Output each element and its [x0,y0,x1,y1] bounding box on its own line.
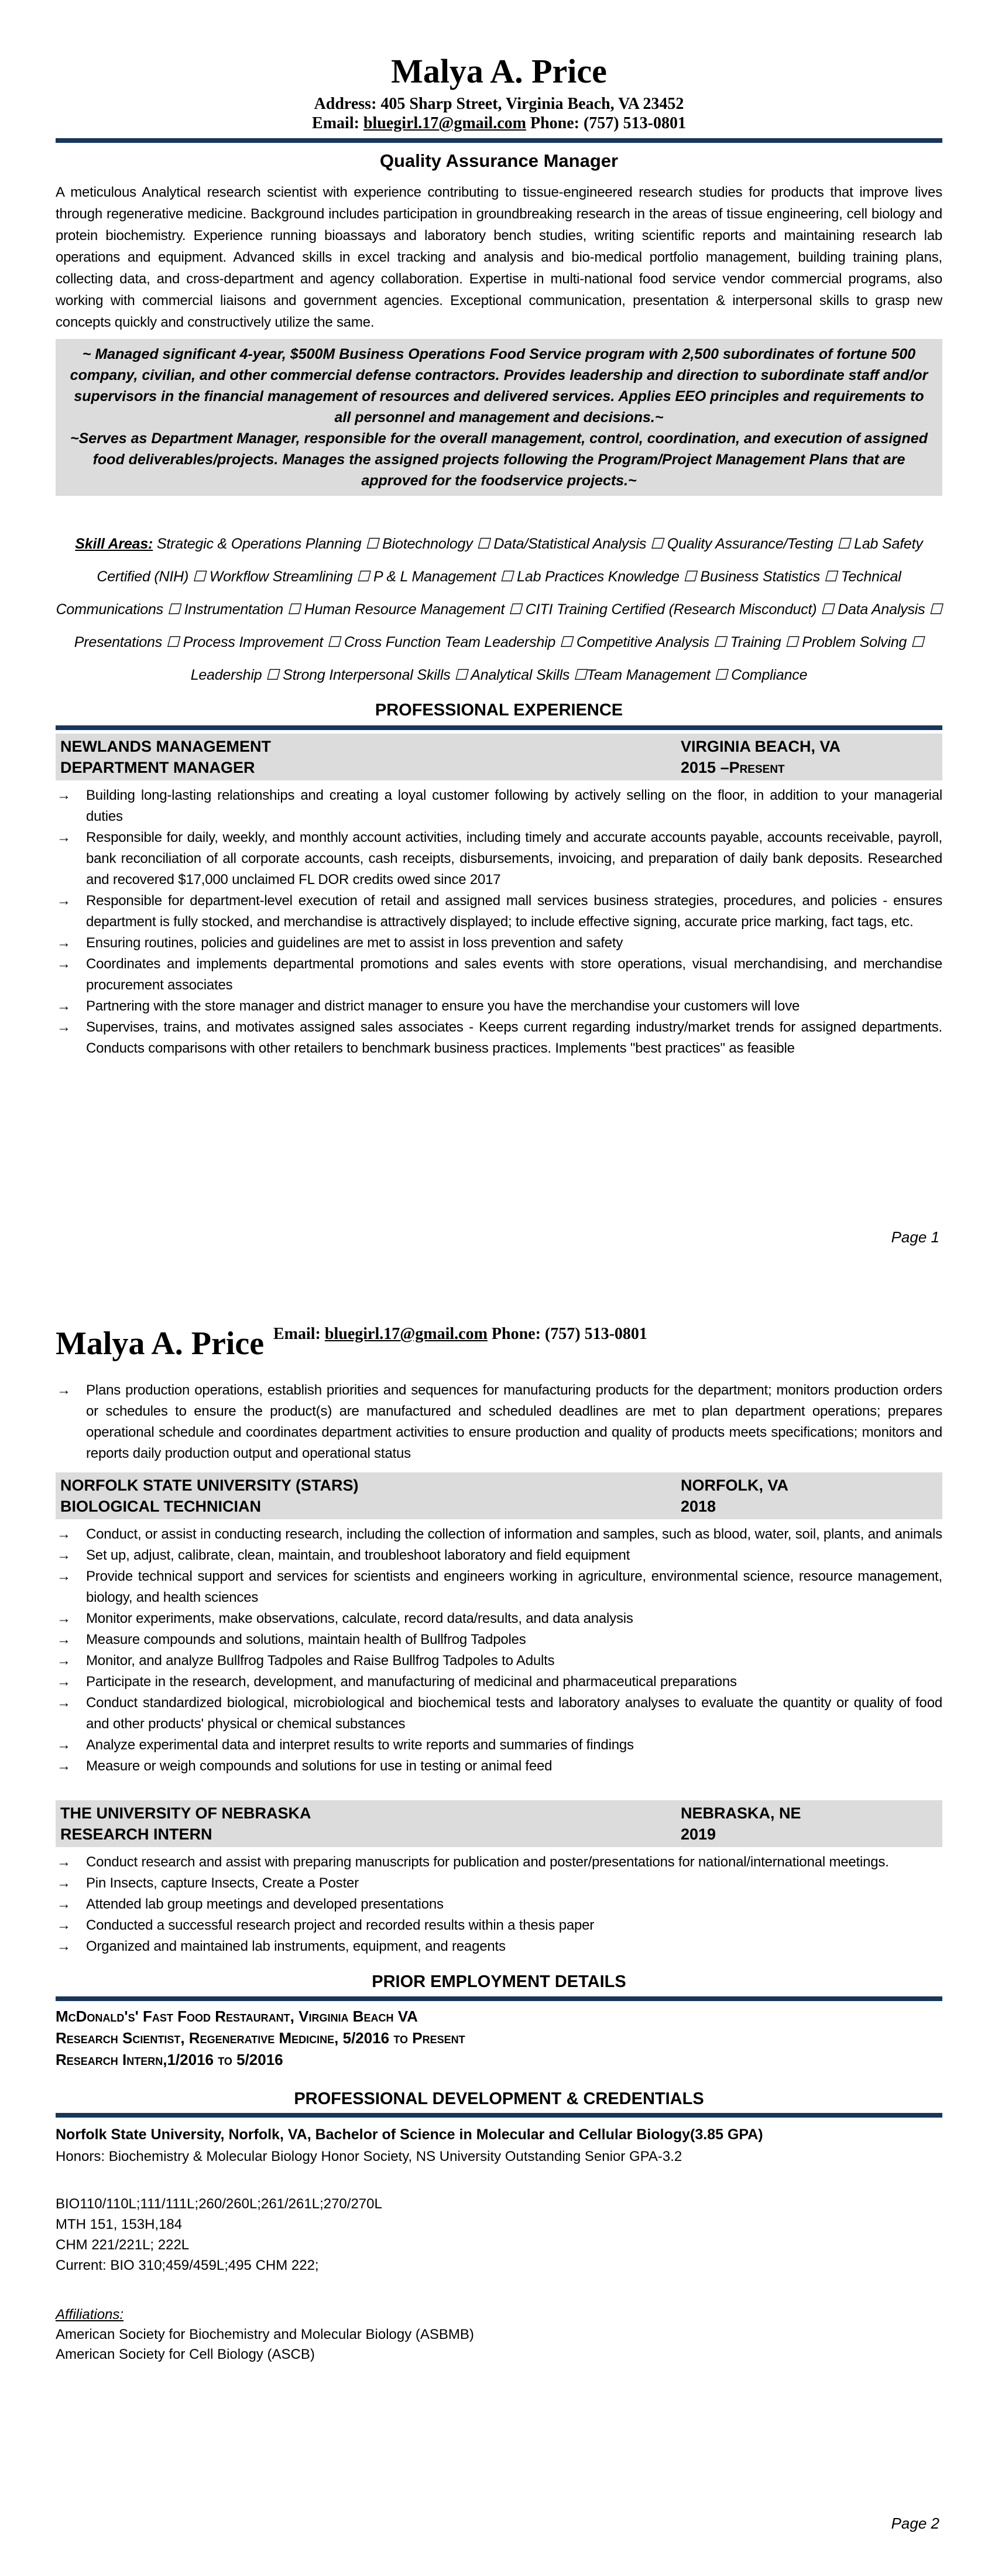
list-item [56,1894,942,1915]
list-item [56,1524,942,1545]
job-dates: 2018 [681,1498,716,1515]
email-label: Email: [312,114,363,132]
arrow-bullet-icon: → [57,1653,71,1669]
arrow-bullet-icon: → [57,1938,71,1954]
experience-divider [56,725,942,730]
arrow-bullet-icon: → [57,1737,71,1753]
job-title: BIOLOGICAL TECHNICIAN [60,1498,261,1515]
affiliation-line: American Society for Cell Biology (ASCB) [56,2347,315,2362]
page-1-number: Page 1 [891,1228,939,1246]
arrow-bullet-icon: → [57,787,71,803]
list-item [56,1693,942,1735]
job-header-norfolk-state [56,1472,942,1519]
job-location: NORFOLK, VA [681,1477,788,1494]
affiliation-line: American Society for Biochemistry and Molecular Biology (ASBMB) [56,2327,474,2342]
bullet-text: Pin Insects, capture Insects, Create a Poster [86,1875,359,1891]
email-link[interactable]: bluegirl.17@gmail.com [363,114,526,132]
bullet-text: Responsible for department-level execution of retail and assigned mall services business strategies, procedures, and policies - ensures department is fully stocked, and merchandise is attractively displayed; to include effective signing, accurate price marking, fact tags, etc. [86,892,942,930]
list-item [56,785,942,827]
bullet-text: Conduct research and assist with preparing manuscripts for publication and poster/presentations for national/international meetings. [86,1854,889,1870]
prior-employment-divider [56,1996,942,2001]
job-title: RESEARCH INTERN [60,1825,212,1843]
header-divider [56,138,942,143]
list-item [56,1650,942,1671]
job-company: THE UNIVERSITY OF NEBRASKA [60,1804,311,1822]
skill-areas-label: Skill Areas: [75,535,153,552]
course-line: CHM 221/221L; 222L [56,2237,190,2253]
job-title: DEPARTMENT MANAGER [60,758,255,776]
section-heading-experience: PROFESSIONAL EXPERIENCE [375,700,623,720]
job3-bullet-list [56,1852,942,1957]
arrow-bullet-icon: → [57,934,71,951]
arrow-bullet-icon: → [57,1674,71,1690]
arrow-bullet-icon: → [57,1854,71,1870]
section-heading-prior-employment: PRIOR EMPLOYMENT DETAILS [372,1972,626,1991]
list-item [56,1852,942,1873]
email-label: Email: [273,1325,325,1343]
list-item [56,1915,942,1936]
degree-line: Norfolk State University, Norfolk, VA, Bachelor of Science in Molecular and Cellular Biology(3.85 GPA) [56,2126,763,2143]
arrow-bullet-icon: → [57,1896,71,1912]
bullet-text: Responsible for daily, weekly, and monthly account activities, including timely and accurate accounts payable, accounts receivable, payroll, bank reconciliation of all corporate accounts, cash receipts, disbursements, invoicing, and preparation of daily bank deposits. Researched and recovered $17,000 unclaimed FL DOR credits owed since 2017 [86,829,942,888]
arrow-bullet-icon: → [57,1568,71,1584]
arrow-bullet-icon: → [57,1547,71,1563]
arrow-bullet-icon: → [57,829,71,845]
list-item [56,1380,942,1464]
arrow-bullet-icon: → [57,892,71,909]
bullet-text: Measure or weigh compounds and solutions for use in testing or animal feed [86,1758,553,1774]
bullet-text: Measure compounds and solutions, maintain health of Bullfrog Tadpoles [86,1632,526,1647]
list-item [56,890,942,933]
bullet-text: Conduct, or assist in conducting research, including the collection of information and samples, such as blood, water, soil, plants, and animals [86,1526,942,1542]
arrow-bullet-icon: → [57,1875,71,1891]
list-item [56,1735,942,1756]
bullet-text: Building long-lasting relationships and creating a loyal customer following by actively selling on the floor, in addition to your managerial duties [86,787,942,824]
bullet-text: Coordinates and implements departmental promotions and sales events with store operations, visual merchandising, and merchandise procurement associates [86,955,942,993]
role-title: Quality Assurance Manager [379,150,619,171]
prior-line: McDonald's' Fast Food Restaurant, Virginia Beach VA [56,2008,418,2025]
arrow-bullet-icon: → [57,955,71,972]
list-item [56,1566,942,1608]
bullet-text: Monitor, and analyze Bullfrog Tadpoles and Raise Bullfrog Tadpoles to Adults [86,1653,555,1669]
summary-paragraph: A meticulous Analytical research scientist with experience contributing to tissue-engineered research studies for products that improve lives through regenerative medicine. Background includes participation in groundbreaking research in the areas of tissue engineering, cell biology and protein biochemistry. Experience running bioassays and laboratory bench studies, writing scientific reports and maintaining research lab operations and equipment. Advanced skills in excel tracking and analysis and bio-medical portfolio management, building training plans, collecting data, and cross-department and agency collaboration. Expertise in multi-national food service vendor commercial programs, also working with commercial liaisons and government agencies. Exceptional communication, presentation & interpersonal skills to grasp new concepts quickly and constructively utilize the same. [56,184,942,330]
job-dates: 2015 –Present [681,758,785,776]
bullet-text: Analyze experimental data and interpret results to write reports and summaries of findings [86,1737,634,1753]
page-2-header [56,1325,942,1376]
affiliations-label: Affiliations: [56,2307,124,2322]
list-item [56,1671,942,1693]
arrow-bullet-icon: → [57,1758,71,1774]
arrow-bullet-icon: → [57,998,71,1014]
section-heading-development: PROFESSIONAL DEVELOPMENT & CREDENTIALS [294,2089,704,2108]
callout-paragraph-1: ~ Managed significant 4-year, $500M Business Operations Food Service program with 2,500 subordinates of fortune 500 company, civilian, and other commercial defense contractors. Provides leadership and direction to subordinate staff and/or supervisors in the financial management of resources and delivered services. Applies EEO principles and requirements to all personnel and management and decisions.~ [70,345,928,426]
arrow-bullet-icon: → [57,1917,71,1933]
arrow-bullet-icon: → [57,1611,71,1626]
skill-areas [56,527,942,691]
arrow-bullet-icon: → [57,1019,71,1035]
list-item [56,933,942,954]
list-item [56,1608,942,1629]
list-item [56,1756,942,1777]
bullet-text: Attended lab group meetings and developed presentations [86,1896,444,1912]
address-line: Address: 405 Sharp Street, Virginia Beach, VA 23452 [314,94,684,113]
contact-line-repeat [273,1325,647,1344]
page-title-repeat: Malya A. Price [56,1325,265,1362]
development-divider [56,2113,942,2118]
job-company: NEWLANDS MANAGEMENT [60,737,271,755]
callout-paragraph-2: ~Serves as Department Manager, responsible for the overall management, control, coordination, and execution of assigned food deliverables/projects. Manages the assigned projects following the Program/Project Management Plans that are approved for the foodservice projects.~ [70,430,928,489]
job-header-newlands [56,734,942,780]
job-dates: 2019 [681,1825,716,1843]
phone-text: Phone: (757) 513-0801 [487,1325,647,1343]
list-item [56,1629,942,1650]
highlight-callout [56,339,942,496]
job-header-nebraska [56,1800,942,1847]
bullet-text: Organized and maintained lab instruments, equipment, and reagents [86,1938,506,1954]
bullet-text: Partnering with the store manager and district manager to ensure you have the merchandise your customers will love [86,998,800,1014]
prior-line: Research Intern,1/2016 to 5/2016 [56,2051,283,2068]
bullet-text: Ensuring routines, policies and guidelines are met to assist in loss prevention and safety [86,934,623,951]
list-item [56,1017,942,1059]
bullet-text: Participate in the research, development, and manufacturing of medicinal and pharmaceutical preparations [86,1674,737,1690]
skill-areas-text: Strategic & Operations Planning ☐ Biotechnology ☐ Data/Statistical Analysis ☐ Quality Assurance/Testing ☐ Lab Safety Certified (NIH) ☐ Workflow Streamlining ☐ P & L Management ☐ Lab Practices Knowledge ☐ Business Statistics ☐ Technical Communications ☐ Instrumentation ☐ Human Resource Management ☐ CITI Training Certified (Research Misconduct) ☐ Data Analysis ☐ Presentations ☐ Process Improvement ☐ Cross Function Team Leadership ☐ Competitive Analysis ☐ Training ☐ Problem Solving ☐ Leadership ☐ Strong Interpersonal Skills ☐ Analytical Skills ☐Team Management ☐ Compliance [56,535,942,683]
job-location: NEBRASKA, NE [681,1804,801,1822]
bullet-text: Provide technical support and services for scientists and engineers working in agriculture, environmental science, resource management, biology, and health sciences [86,1568,942,1605]
list-item [56,1936,942,1957]
email-link[interactable]: bluegirl.17@gmail.com [324,1325,488,1343]
bullet-text: Monitor experiments, make observations, calculate, record data/results, and data analysis [86,1611,633,1626]
list-item [56,1545,942,1566]
arrow-bullet-icon: → [57,1695,71,1711]
list-item [56,954,942,996]
prior-line: Research Scientist, Regenerative Medicine, 5/2016 to Present [56,2029,465,2047]
list-item [56,1873,942,1894]
arrow-bullet-icon: → [57,1382,71,1398]
bullet-text: Supervises, trains, and motivates assigned sales associates - Keeps current regarding industry/market trends for assigned departments. Conducts comparisons with other retailers to benchmark business practices. Implements "best practices" as feasible [86,1019,942,1056]
course-line: MTH 151, 153H,184 [56,2217,183,2232]
list-item [56,996,942,1017]
phone-text: Phone: (757) 513-0801 [526,114,686,132]
page-1 [56,0,942,1059]
course-line: Current: BIO 310;459/459L;495 CHM 222; [56,2258,319,2273]
prior-employment-lines [56,2006,942,2071]
course-list [56,2194,942,2276]
contact-line [56,114,942,133]
course-line: BIO110/110L;111/111L;260/260L;261/261L;270/270L [56,2196,382,2212]
job1-bullet-list [56,785,942,1059]
arrow-bullet-icon: → [57,1632,71,1647]
page-2 [56,1325,942,2365]
job-location: VIRGINIA BEACH, VA [681,737,841,755]
page-title: Malya A. Price [391,52,607,90]
bullet-text: Conduct standardized biological, microbiological and biochemical tests and laboratory analyses to evaluate the quantity or quality of food and other products' physical or chemical substances [86,1695,942,1732]
arrow-bullet-icon: → [57,1526,71,1542]
affiliations-list [56,2325,942,2365]
job1-continued-bullet-list [56,1380,942,1464]
list-item [56,827,942,890]
bullet-text: Plans production operations, establish priorities and sequences for manufacturing products for the department; monitors production orders or schedules to ensure the product(s) are manufactured and scheduled deadlines are met to plan department operations; prepares operational schedule and coordinates department activities to ensure production and quality of products meets specifications; monitors and reports daily production output and operational status [86,1382,942,1461]
page-2-number: Page 2 [891,2515,939,2532]
job2-bullet-list [56,1524,942,1777]
bullet-text: Conducted a successful research project and recorded results within a thesis paper [86,1917,595,1933]
honors-line: Honors: Biochemistry & Molecular Biology Honor Society, NS University Outstanding Senior GPA-3.2 [56,2149,682,2164]
job-company: NORFOLK STATE UNIVERSITY (STARS) [60,1477,359,1494]
bullet-text: Set up, adjust, calibrate, clean, maintain, and troubleshoot laboratory and field equipment [86,1547,630,1563]
